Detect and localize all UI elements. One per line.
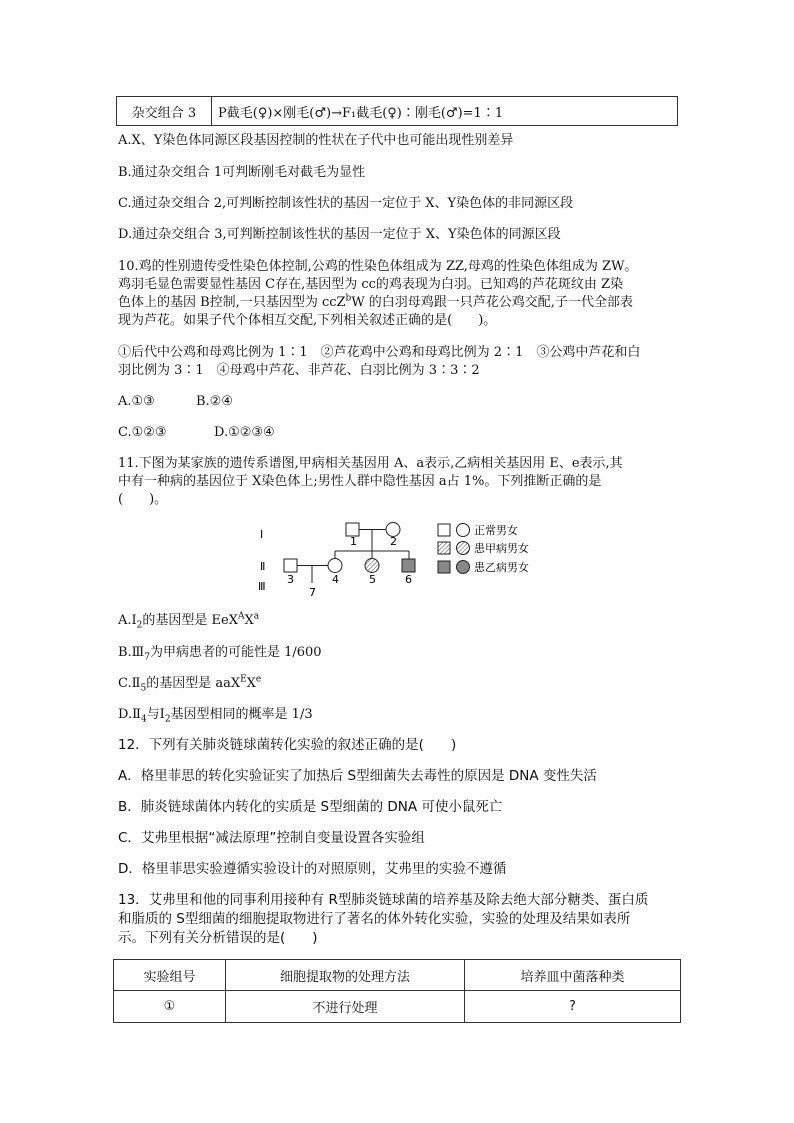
q13-cell-group-1: ①	[114, 991, 226, 1023]
individual-5-female-disease-a	[365, 559, 379, 573]
legend-normal-text: 正常男女	[474, 524, 518, 537]
q12-option-b: B．肺炎链球菌体内转化的实质是 S型细菌的 DNA 可使小鼠死亡	[118, 799, 503, 815]
q10-option-d: D.①②③④	[214, 425, 275, 440]
q10-stem-line2: 鸡羽毛显色需要显性基因 C存在,基因型为 cc的鸡表现为白羽。已知鸡的芦花斑纹由 Z染	[118, 277, 624, 292]
q10-stem-line4: 现为芦花。如果子代个体相互交配,下列相关叙述正确的是( )。	[118, 313, 497, 328]
q11-option-c: $C.Ⅱ_5$的基因型是 aaX$^E$Xe	[118, 674, 262, 694]
gen-label-3: Ⅲ	[258, 580, 266, 593]
gen-label-1: Ⅰ	[260, 528, 264, 541]
gen-label-2: Ⅱ	[260, 560, 266, 573]
q13-cell-treatment-1: 不进行处理	[226, 991, 465, 1023]
q10-statements-line1: ①后代中公鸡和母鸡比例为 1∶1 ②芦花鸡中公鸡和母鸡比例为 2∶1 ③公鸡中芦花和白	[118, 345, 641, 360]
q12-option-d: D．格里菲思实验遵循实验设计的对照原则，艾弗里的实验不遵循	[118, 861, 507, 877]
q11-stem-line3: ( )。	[118, 492, 168, 507]
q10-stem-line1: 10.鸡的性别遗传受性染色体控制,公鸡的性染色体组成为 ZZ,母鸡的性染色体组成为 ZW。	[118, 259, 638, 274]
q11-option-b: $B.Ⅲ_7$为甲病患者的可能性是 1/600	[118, 645, 322, 663]
q11-option-a: $A.Ⅰ_2$的基因型是 $EeX^AX^a$	[118, 611, 260, 631]
q13-stem-line1: 13．艾弗里和他的同事利用接种有 R型肺炎链球菌的培养基及除去绝大部分糖类、蛋白质	[118, 892, 649, 908]
q12-stem: 12．下列有关肺炎链球菌转化实验的叙述正确的是( )	[118, 737, 457, 753]
legend-disease-a-male-icon	[438, 542, 450, 554]
individual-4-female-normal	[328, 559, 342, 573]
q13-header-group: 实验组号	[114, 960, 226, 991]
q9-option-c: C.通过杂交组合 2,可判断控制该性状的基因一定位于 X、Y染色体的非同源区段	[118, 196, 574, 211]
legend-disease-b-female-icon	[457, 561, 470, 574]
label-3: 3	[287, 573, 294, 586]
cross-label: 杂交组合 3	[117, 97, 212, 126]
q11-stem-line1: 11.下图为某家族的遗传系谱图,甲病相关基因用 A、a表示,乙病相关基因用 E、e表示,其	[118, 456, 623, 471]
legend-disease-b-text: 患乙病男女	[474, 561, 529, 574]
legend-normal-male-icon	[438, 524, 450, 536]
q12-option-c: C．艾弗里根据“减法原理”控制自变量设置各实验组	[118, 830, 425, 846]
pedigree-chart	[250, 510, 550, 600]
q13-cell-colony-1: ?	[465, 991, 681, 1023]
q10-stem-line3: 色体上的基因 B控制,一只基因型为 ccZ$^b$W 的白羽母鸡跟一只芦花公鸡交配,子一代全部表	[118, 293, 633, 310]
q13-header-treatment: 细胞提取物的处理方法	[226, 960, 465, 991]
q9-option-d: D.通过杂交组合 3,可判断控制该性状的基因一定位于 X、Y染色体的同源区段	[118, 227, 561, 242]
q12-option-a: A．格里菲思的转化实验证实了加热后 S型细菌失去毒性的原因是 DNA 变性失活	[118, 768, 597, 784]
legend-disease-a-text: 患甲病男女	[474, 542, 529, 555]
q10-statements-line2: 羽比例为 3∶1 ④母鸡中芦花、非芦花、白羽比例为 3∶3∶2	[118, 363, 480, 378]
cross-table	[116, 96, 678, 126]
q13-stem-line2: 和脂质的 S型细菌的细胞提取物进行了著名的体外转化实验，实验的处理及结果如表所	[118, 911, 631, 927]
label-7: 7	[309, 586, 316, 599]
q11-stem-line2: 中有一种病的基因位于 X染色体上;男性人群中隐性基因 a占 1%。下列推断正确的是	[118, 474, 602, 489]
q11-option-d: $D.Ⅱ_4$与$Ⅰ_2$基因型相同的概率是 1/3	[118, 707, 313, 725]
legend-disease-a-female-icon	[457, 542, 470, 555]
label-2: 2	[390, 535, 397, 548]
cross-content: P截毛(♀)×刚毛(♂)→F₁截毛(♀)∶刚毛(♂)=1∶1	[212, 97, 678, 126]
label-1: 1	[350, 535, 357, 548]
individual-6-male-disease-b	[402, 559, 415, 572]
q9-option-a: A.X、Y染色体同源区段基因控制的性状在子代中也可能出现性别差异	[118, 133, 514, 148]
individual-3-male-normal	[284, 559, 297, 572]
q9-option-b: B.通过杂交组合 1可判断刚毛对截毛为显性	[118, 165, 366, 180]
q13-table	[113, 959, 681, 1023]
legend-normal-female-icon	[457, 524, 470, 537]
q10-option-a: A.①③	[118, 394, 155, 409]
label-5: 5	[369, 573, 376, 586]
label-6: 6	[405, 573, 412, 586]
q10-option-b: B.②④	[196, 394, 233, 409]
q10-option-c: C.①②③	[118, 425, 167, 440]
label-4: 4	[332, 573, 339, 586]
legend-disease-b-male-icon	[438, 561, 450, 573]
q13-header-colony: 培养皿中菌落种类	[465, 960, 681, 991]
q13-stem-line3: 示。下列有关分析错误的是( )	[118, 930, 318, 946]
